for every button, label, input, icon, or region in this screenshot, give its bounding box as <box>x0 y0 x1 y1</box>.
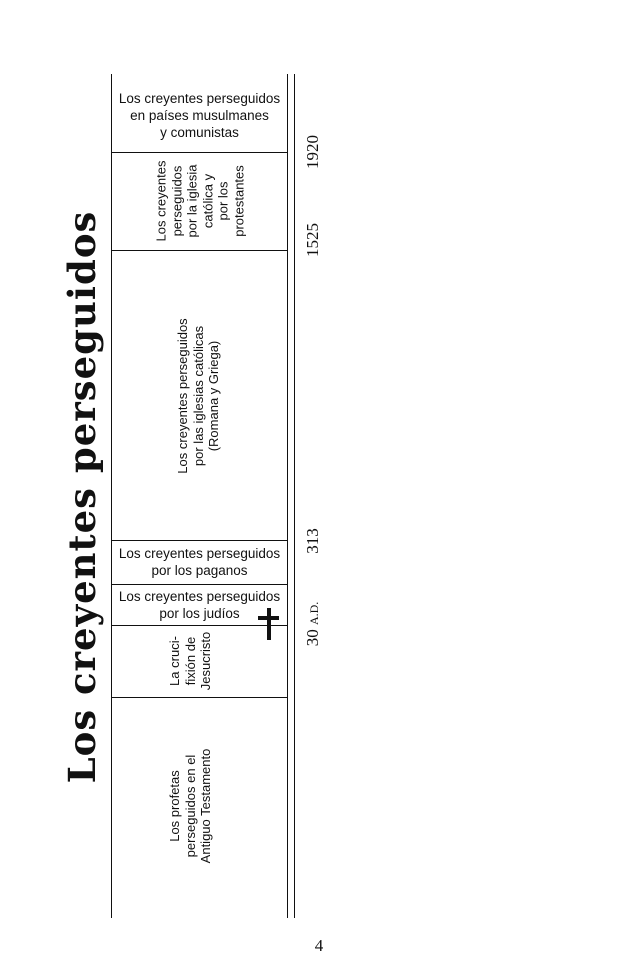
divider-pagans-jews <box>111 584 288 585</box>
segment-jews: Los creyentes perseguidos por los judíos <box>118 589 281 621</box>
segment-catholic-churches: Los creyentes perseguidos por las iglesias católicas (Romana y Griega) <box>174 318 221 474</box>
timeline-axis-line <box>287 74 288 918</box>
year-1525: 1525 <box>303 223 322 257</box>
page-number: 4 <box>314 936 324 955</box>
segment-pagans: Los creyentes perseguidos por los paganos <box>118 546 281 578</box>
segment-prophets: Los profetas perseguidos en el Antiguo Testamento <box>166 748 213 864</box>
divider-313 <box>111 540 288 541</box>
segment-catholic-protestant: Los creyentes perseguidos por la iglesia católica y por los protestantes <box>153 160 246 242</box>
segment-crucifixion: La cruci- fixión de Jesucristo <box>166 631 213 691</box>
page-title: Los creyentes perseguidos <box>60 210 104 784</box>
year-30-ad: 30 A.D. <box>303 601 322 647</box>
divider-crucifixion <box>111 697 288 698</box>
divider-1920 <box>111 152 288 153</box>
timeline-axis-line-outer <box>294 74 295 918</box>
year-313: 313 <box>303 528 322 554</box>
divider-1525 <box>111 250 288 251</box>
left-border-line <box>111 74 112 918</box>
year-1920: 1920 <box>303 135 322 169</box>
divider-30ad <box>111 625 288 626</box>
segment-muslim-communist: Los creyentes perseguidos en países musulmanes y comunistas <box>118 91 281 140</box>
